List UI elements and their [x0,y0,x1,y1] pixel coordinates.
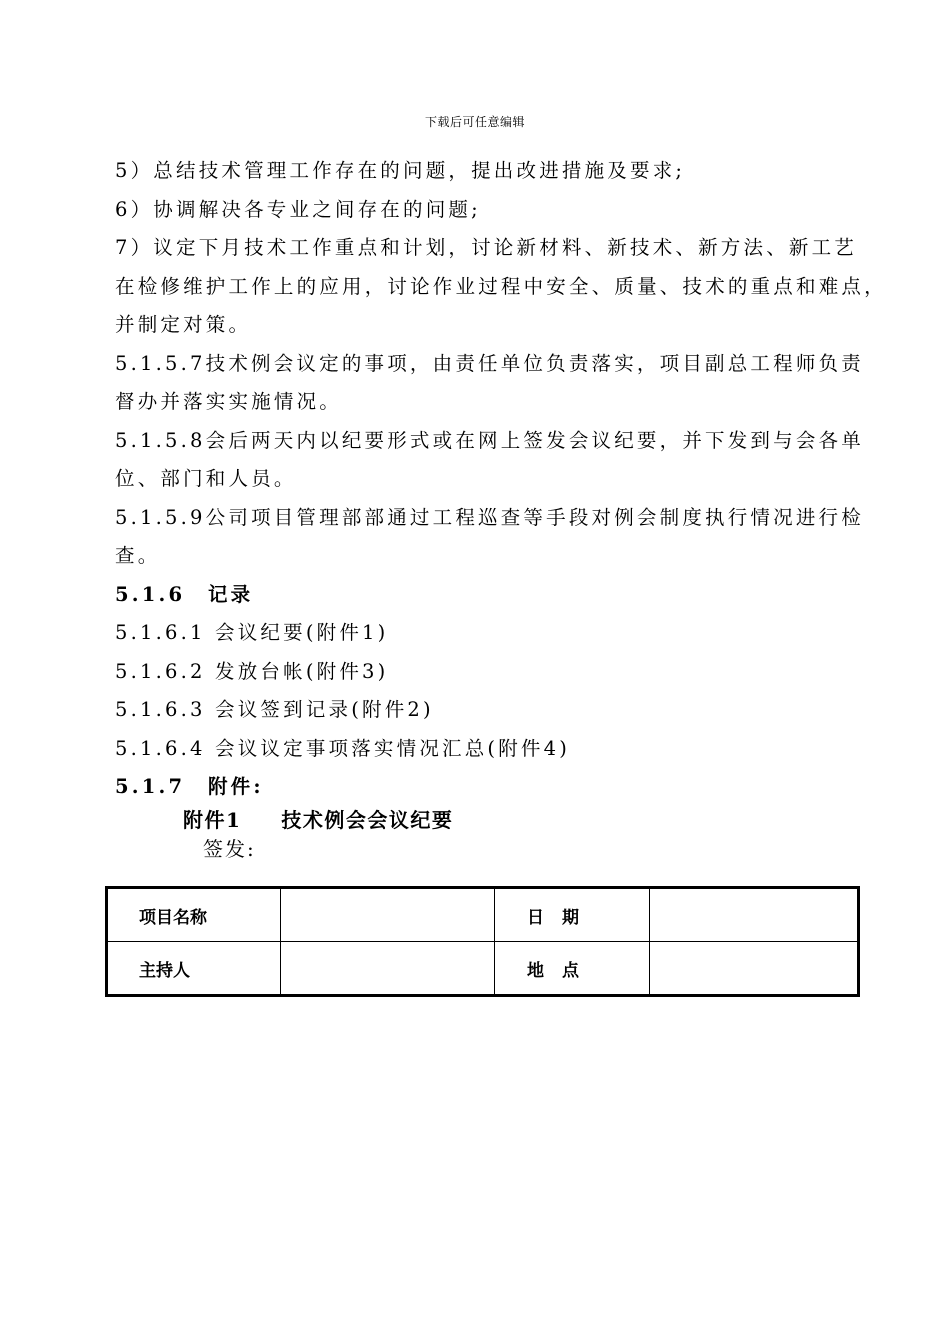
text-line: 5.1.6.2 发放台帐(附件3) [115,659,389,683]
date-field[interactable] [650,888,859,942]
text-line: 并制定对策。 [115,313,252,336]
location-label: 地点 [495,942,650,996]
host-label: 主持人 [107,942,281,996]
table-row [107,888,859,942]
section-heading-records: 5.1.6 记录 [115,582,254,606]
text-line: 5.1.5.9公司项目管理部部通过工程巡查等手段对例会制度执行情况进行检 [115,505,864,529]
project-name-label: 项目名称 [107,888,281,942]
text-line: 5.1.5.8会后两天内以纪要形式或在网上签发会议纪要，并下发到与会各单 [115,428,864,452]
section-heading-attachments: 5.1.7 附件: [115,775,264,798]
text-line: 5.1.6.1 会议纪要(附件1) [115,621,389,644]
project-name-field[interactable] [281,888,495,942]
text-line: 在检修维护工作上的应用，讨论作业过程中安全、质量、技术的重点和难点， [115,274,887,298]
sign-label: 签发: [203,837,256,861]
attachment-title [183,804,453,833]
table-row [107,942,859,996]
date-label: 日期 [495,888,650,942]
text-line: 5）总结技术管理工作存在的问题，提出改进措施及要求; [115,159,686,182]
page-header-note: 下载后可任意编辑 [424,115,525,129]
attachment-name: 技术例会会议纪要 [281,808,454,832]
text-line: 6）协调解决各专业之间存在的问题; [115,197,481,221]
text-line: 5.1.6.3 会议签到记录(附件2) [115,698,434,721]
document-body [115,152,887,807]
location-field[interactable] [650,942,859,996]
meeting-info-table [105,886,860,997]
text-line: 查。 [115,544,161,567]
text-line: 位、部门和人员。 [115,467,297,490]
text-line: 5.1.5.7技术例会议定的事项，由责任单位负责落实，项目副总工程师负责 [115,351,864,375]
text-line: 督办并落实实施情况。 [115,390,343,413]
attachment-label: 附件1 [183,808,242,832]
text-line: 5.1.6.4 会议议定事项落实情况汇总(附件4) [115,736,571,760]
host-field[interactable] [281,942,495,996]
text-line: 7）议定下月技术工作重点和计划，讨论新材料、新技术、新方法、新工艺 [115,236,858,259]
